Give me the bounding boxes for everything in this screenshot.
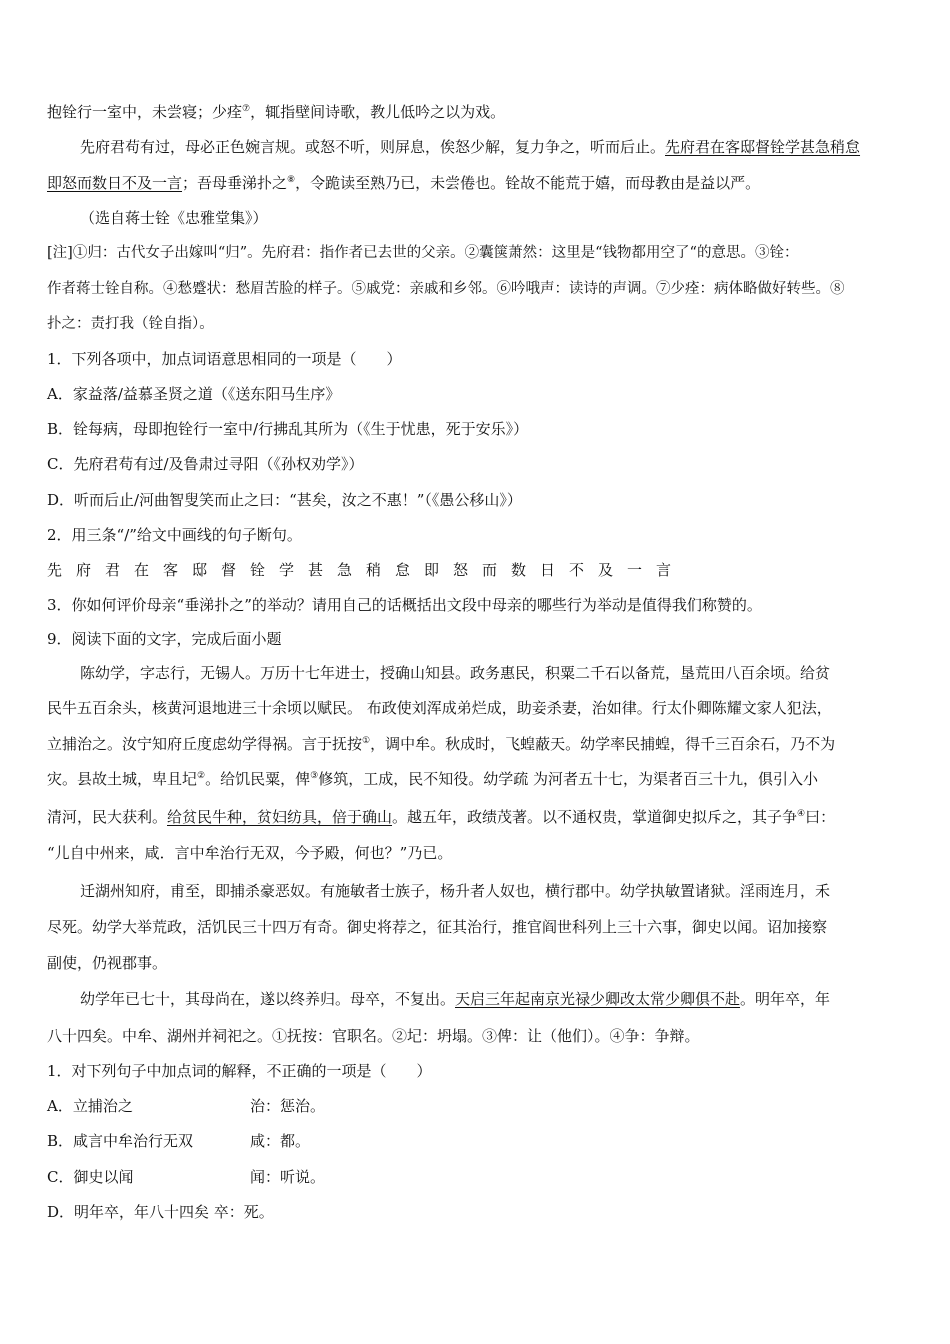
section9-heading: 9．阅读下面的文字，完成后面小题 xyxy=(47,630,282,648)
underlined-sentence: 给贫民牛种，贫妇纺具，倍于确山 xyxy=(167,808,393,826)
note-marker: ② xyxy=(197,771,206,781)
section9-p1-line3: 立捕治之。汝宁知府丘度虑幼学得祸。言于抚按①，调中牟。秋成时，飞蝗蔽天。幼学率民捕蝗，得千三百余石，乃不为 xyxy=(47,735,836,753)
q9-1-option-d: D．明年卒，年八十四矣 卒：死。 xyxy=(47,1203,274,1221)
section9-p1-line2: 民牛五百余头，核黄河退地进三十余顷以赋民。 布政使刘浑成弟烂成，助妾杀妻，治如律。行太仆卿陈耀文家人犯法， xyxy=(47,699,832,717)
option-gloss: 治：惩治。 xyxy=(250,1097,326,1115)
q9-1-stem: 1．对下列句子中加点词的解释，不正确的一项是（ ） xyxy=(47,1062,432,1080)
note-marker: ④ xyxy=(797,809,806,819)
note-marker: ① xyxy=(362,736,371,746)
section9-p1-line1: 陈幼学，字志行，无锡人。万历十七年进士，授确山知县。政务惠民，积粟二千石以备荒，垦荒田八百余顷。给贫 xyxy=(80,664,831,682)
q9-1-option-c: C．御史以闻 闻：听说。 xyxy=(47,1168,326,1186)
passage1-para2-line1: 先府君苟有过，母必正色婉言规。或怒不听，则屏息，俟怒少解，复力争之，听而后止。先府君在客邸督铨学甚急稍怠 xyxy=(80,138,861,156)
q1-option-b: B．铨每病，母即抱铨行一室中/行拂乱其所为（《生于忧患，死于安乐》） xyxy=(47,420,529,438)
notes-line3: 扑之：责打我（铨自指）。 xyxy=(47,316,214,332)
passage1-line1: 抱铨行一室中，未尝寝；少痊⑦，辄指壁间诗歌，教儿低吟之以为戏。 xyxy=(47,103,506,121)
q9-1-option-b: B．咸言中牟治行无双 咸：都。 xyxy=(47,1132,311,1150)
underlined-sentence: 即怒而数日不及一言 xyxy=(47,174,183,192)
section9-p1-line6: “儿自中州来，咸．言中牟治行无双，今予殿，何也？”乃已。 xyxy=(47,844,453,862)
underlined-sentence: 先府君在客邸督铨学甚急稍怠 xyxy=(665,138,861,156)
q2-stem: 2．用三条“/”给文中画线的句子断句。 xyxy=(47,526,302,544)
notes-line1: [注]①归：古代女子出嫁叫“归”。先府君：指作者已去世的父亲。②囊箧萧然：这里是“钱物都用空了“的意思。③铨： xyxy=(47,245,799,261)
section9-p2-line3: 副使，仍视郡事。 xyxy=(47,954,168,972)
notes-line2: 作者蒋士铨自称。④愁蹙状：愁眉苦脸的样子。⑤戚党：亲戚和乡邻。⑥吟哦声：读诗的声调。⑦少痊：病体略做好转些。⑧ xyxy=(47,281,845,297)
note-marker: ③ xyxy=(310,771,319,781)
section9-p2-line2: 尽死。幼学大举荒政，活饥民三十四万有奇。御史将荐之，征其治行，推官阎世科列上三十六事，御史以闻。诏加接察 xyxy=(47,918,828,936)
section9-p3-line1: 幼学年已七十，其母尚在，遂以终养归。母卒，不复出。天启三年起南京光禄少卿改太常少卿俱不赴。明年卒，年 xyxy=(80,990,831,1008)
section9-p1-line5: 清河，民大获利。给贫民牛种，贫妇纺具，倍于确山。越五年，政绩茂著。以不通权贵，掌道御史拟斥之，其子争④曰： xyxy=(47,808,836,826)
underlined-sentence: 天启三年起南京光禄少卿改太常少卿俱不赴 xyxy=(455,990,741,1008)
source-citation: （选自蒋士铨《忠雅堂集》） xyxy=(80,209,268,227)
option-gloss: 闻：听说。 xyxy=(250,1168,326,1186)
q3-stem: 3．你如何评价母亲“垂涕扑之”的举动？请用自己的话概括出文段中母亲的哪些行为举动是值得我们称赞的。 xyxy=(47,596,762,614)
section9-p1-line4: 灾。县故土城，卑且圮②。给饥民粟，俾③修筑，工成，民不知役。幼学疏 为河者五十七，为渠者百三十九，俱引入小 xyxy=(47,770,818,788)
passage1-para2-line2: 即怒而数日不及一言；吾母垂涕扑之⑧，令跪读至熟乃已，未尝倦也。铨故不能荒于嬉，而母教由是益以严。 xyxy=(47,174,761,192)
note-marker: ⑦ xyxy=(242,104,251,114)
q1-option-c: C．先府君苟有过/及鲁肃过寻阳（《孙权劝学》） xyxy=(47,455,364,473)
q9-1-option-a: A．立捕治之 治：惩治。 xyxy=(47,1097,326,1115)
q1-option-a: A．家益落/益慕圣贤之道（《送东阳马生序》 xyxy=(47,385,341,403)
section9-p3-line2: 八十四矣。中牟、湖州并祠祀之。①抚按：官职名。②圮：坍塌。③俾：让（他们）。④争：争辩。 xyxy=(47,1027,700,1045)
note-marker: ⑧ xyxy=(287,175,296,185)
q2-sentence: 先府君在客邸督铨学甚急稍怠即怒而数日不及一言 xyxy=(47,561,686,579)
section9-p2-line1: 迁湖州知府，甫至，即捕杀豪恶奴。有施敏者士族子，杨升者人奴也，横行郡中。幼学执敏置诸狱。淫雨连月，禾 xyxy=(80,882,831,900)
q1-stem: 1．下列各项中，加点词语意思相同的一项是（ ） xyxy=(47,350,402,368)
option-gloss: 咸：都。 xyxy=(250,1132,311,1150)
q1-option-d: D．听而后止/河曲智叟笑而止之曰：“甚矣，汝之不惠！”（《愚公移山》） xyxy=(47,491,522,509)
